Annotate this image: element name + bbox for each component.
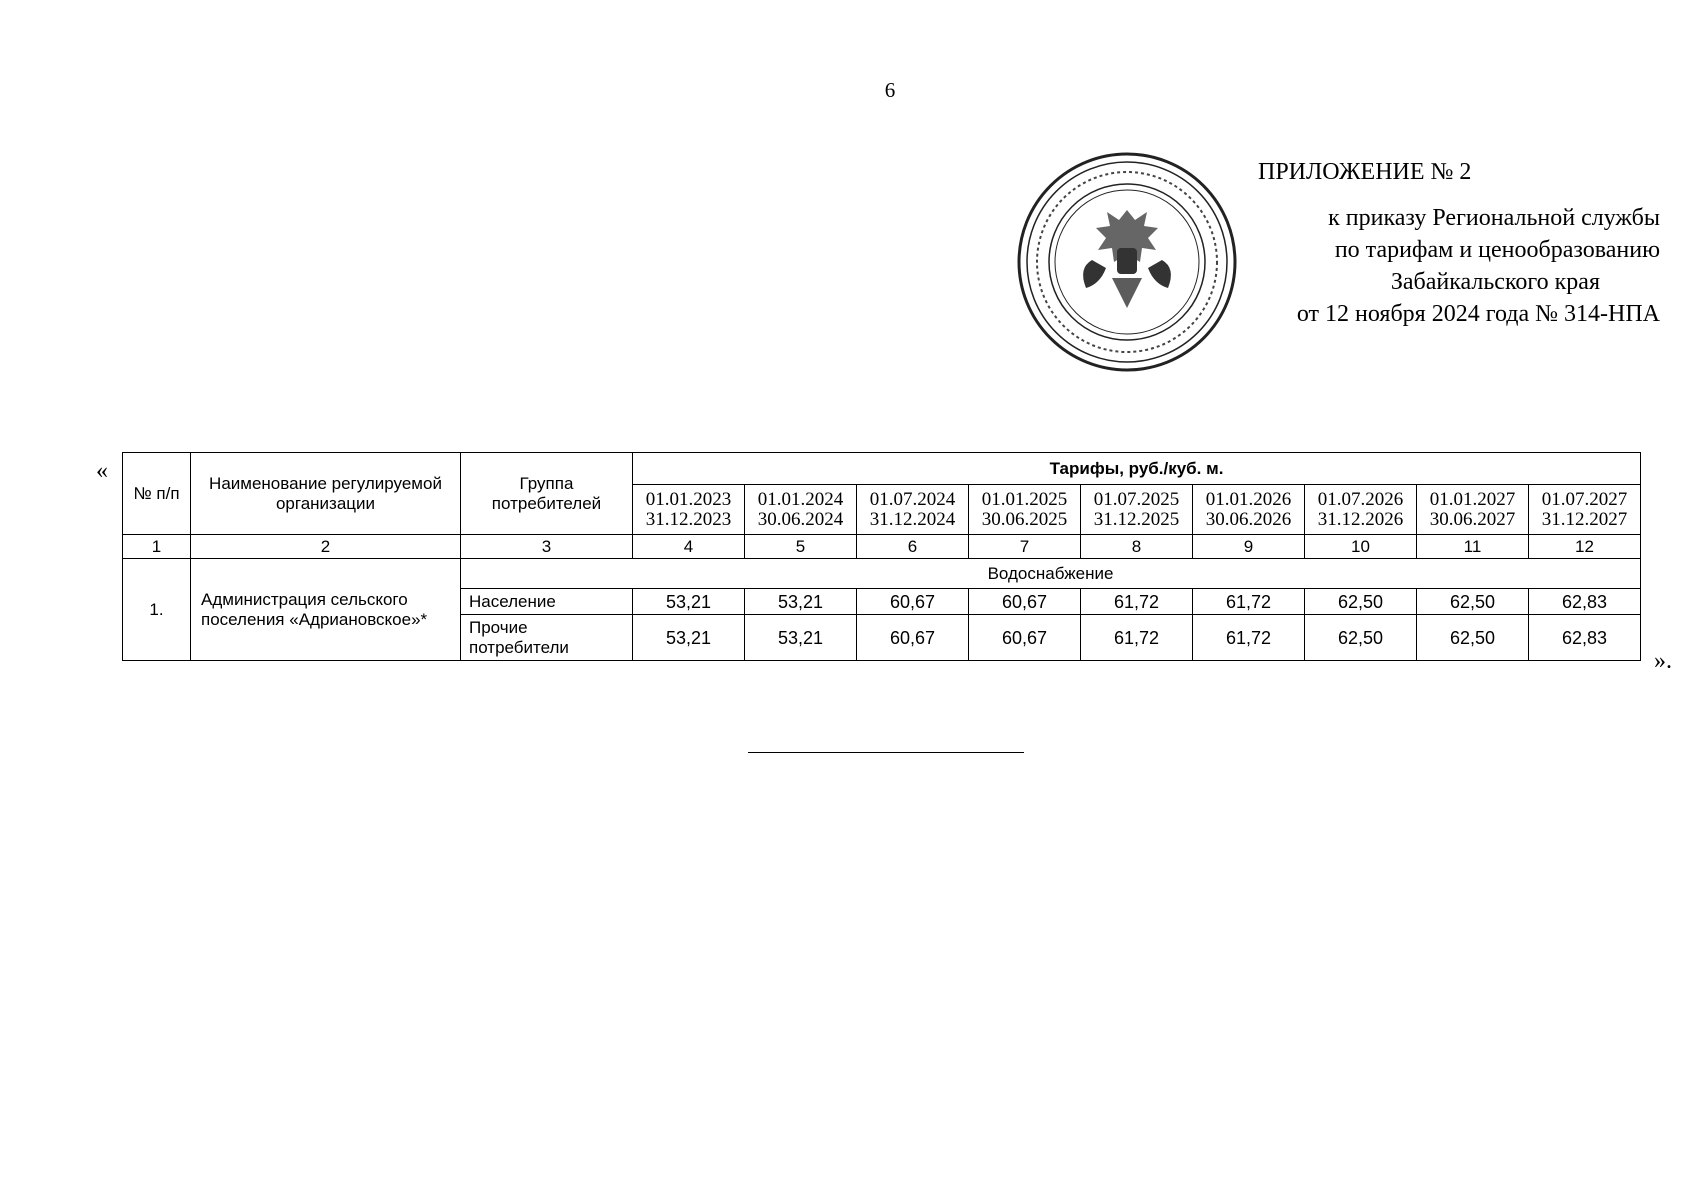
tariff-value: 53,21 <box>745 589 857 615</box>
header-tariffs: Тарифы, руб./куб. м. <box>633 453 1641 485</box>
column-number: 5 <box>745 535 857 559</box>
period-header <box>1305 485 1417 535</box>
period-from: 01.07.2024 <box>869 488 956 510</box>
tariff-value: 53,21 <box>633 615 745 661</box>
header-org: Наименование регулируемой организации <box>191 453 461 535</box>
service-name: Водоснабжение <box>461 559 1641 589</box>
period-header <box>633 485 745 535</box>
tariff-value: 62,50 <box>1417 589 1529 615</box>
tariff-value: 62,50 <box>1305 589 1417 615</box>
tariff-value: 62,83 <box>1529 589 1641 615</box>
footer-rule <box>748 752 1024 753</box>
period-from: 01.07.2025 <box>1093 488 1180 510</box>
column-number: 9 <box>1193 535 1305 559</box>
tariff-table <box>122 452 1641 661</box>
period-header <box>1193 485 1305 535</box>
tariff-value: 62,50 <box>1417 615 1529 661</box>
period-header <box>1529 485 1641 535</box>
column-number: 6 <box>857 535 969 559</box>
appendix-title: ПРИЛОЖЕНИЕ № 2 <box>1258 159 1472 185</box>
tariff-value: 62,50 <box>1305 615 1417 661</box>
tariff-value: 53,21 <box>633 589 745 615</box>
tariff-value: 60,67 <box>969 615 1081 661</box>
appendix-line-2: по тарифам и ценообразованию <box>1334 237 1660 263</box>
tariff-value: 61,72 <box>1081 589 1193 615</box>
period-to: 31.12.2024 <box>869 508 956 530</box>
consumer-group: Прочие потребители <box>461 615 633 661</box>
tariff-value: 60,67 <box>857 615 969 661</box>
page-number: 6 <box>884 78 896 102</box>
appendix-line-3: Забайкальского края <box>1390 269 1600 295</box>
period-from: 01.07.2027 <box>1541 488 1628 510</box>
closing-quote: ». <box>1654 648 1672 674</box>
row-num: 1. <box>123 559 191 661</box>
period-header <box>969 485 1081 535</box>
period-header <box>1081 485 1193 535</box>
period-to: 30.06.2026 <box>1205 508 1292 530</box>
column-number: 12 <box>1529 535 1641 559</box>
tariff-value: 60,67 <box>857 589 969 615</box>
period-to: 31.12.2026 <box>1317 508 1404 530</box>
tariff-value: 53,21 <box>745 615 857 661</box>
appendix-line-1: к приказу Региональной службы <box>1328 205 1660 231</box>
appendix-header <box>1160 156 1660 330</box>
tariff-value: 62,83 <box>1529 615 1641 661</box>
column-number: 1 <box>123 535 191 559</box>
tariff-value: 60,67 <box>969 589 1081 615</box>
period-to: 30.06.2024 <box>757 508 844 530</box>
period-from: 01.01.2023 <box>645 488 732 510</box>
column-number: 8 <box>1081 535 1193 559</box>
header-num: № п/п <box>123 453 191 535</box>
tariff-value: 61,72 <box>1193 615 1305 661</box>
period-to: 31.12.2027 <box>1541 508 1628 530</box>
period-from: 01.01.2027 <box>1429 488 1516 510</box>
appendix-line-4: от 12 ноября 2024 года № 314-НПА <box>1296 301 1660 327</box>
period-header <box>1417 485 1529 535</box>
header-group: Группа потребителей <box>461 453 633 535</box>
consumer-group: Население <box>461 589 633 615</box>
period-to: 31.12.2025 <box>1093 508 1180 530</box>
column-number: 4 <box>633 535 745 559</box>
tariff-value: 61,72 <box>1193 589 1305 615</box>
column-number: 3 <box>461 535 633 559</box>
column-number: 10 <box>1305 535 1417 559</box>
period-from: 01.01.2024 <box>757 488 844 510</box>
period-to: 30.06.2025 <box>981 508 1068 530</box>
period-from: 01.07.2026 <box>1317 488 1404 510</box>
column-number: 7 <box>969 535 1081 559</box>
column-number: 11 <box>1417 535 1529 559</box>
org-name: Администрация сельского поселения «Адриановское»* <box>191 559 461 661</box>
column-number: 2 <box>191 535 461 559</box>
period-from: 01.01.2025 <box>981 488 1068 510</box>
period-header <box>745 485 857 535</box>
period-to: 31.12.2023 <box>645 508 732 530</box>
period-header <box>857 485 969 535</box>
tariff-value: 61,72 <box>1081 615 1193 661</box>
period-from: 01.01.2026 <box>1205 488 1292 510</box>
period-to: 30.06.2027 <box>1429 508 1516 530</box>
opening-quote: « <box>96 458 108 484</box>
